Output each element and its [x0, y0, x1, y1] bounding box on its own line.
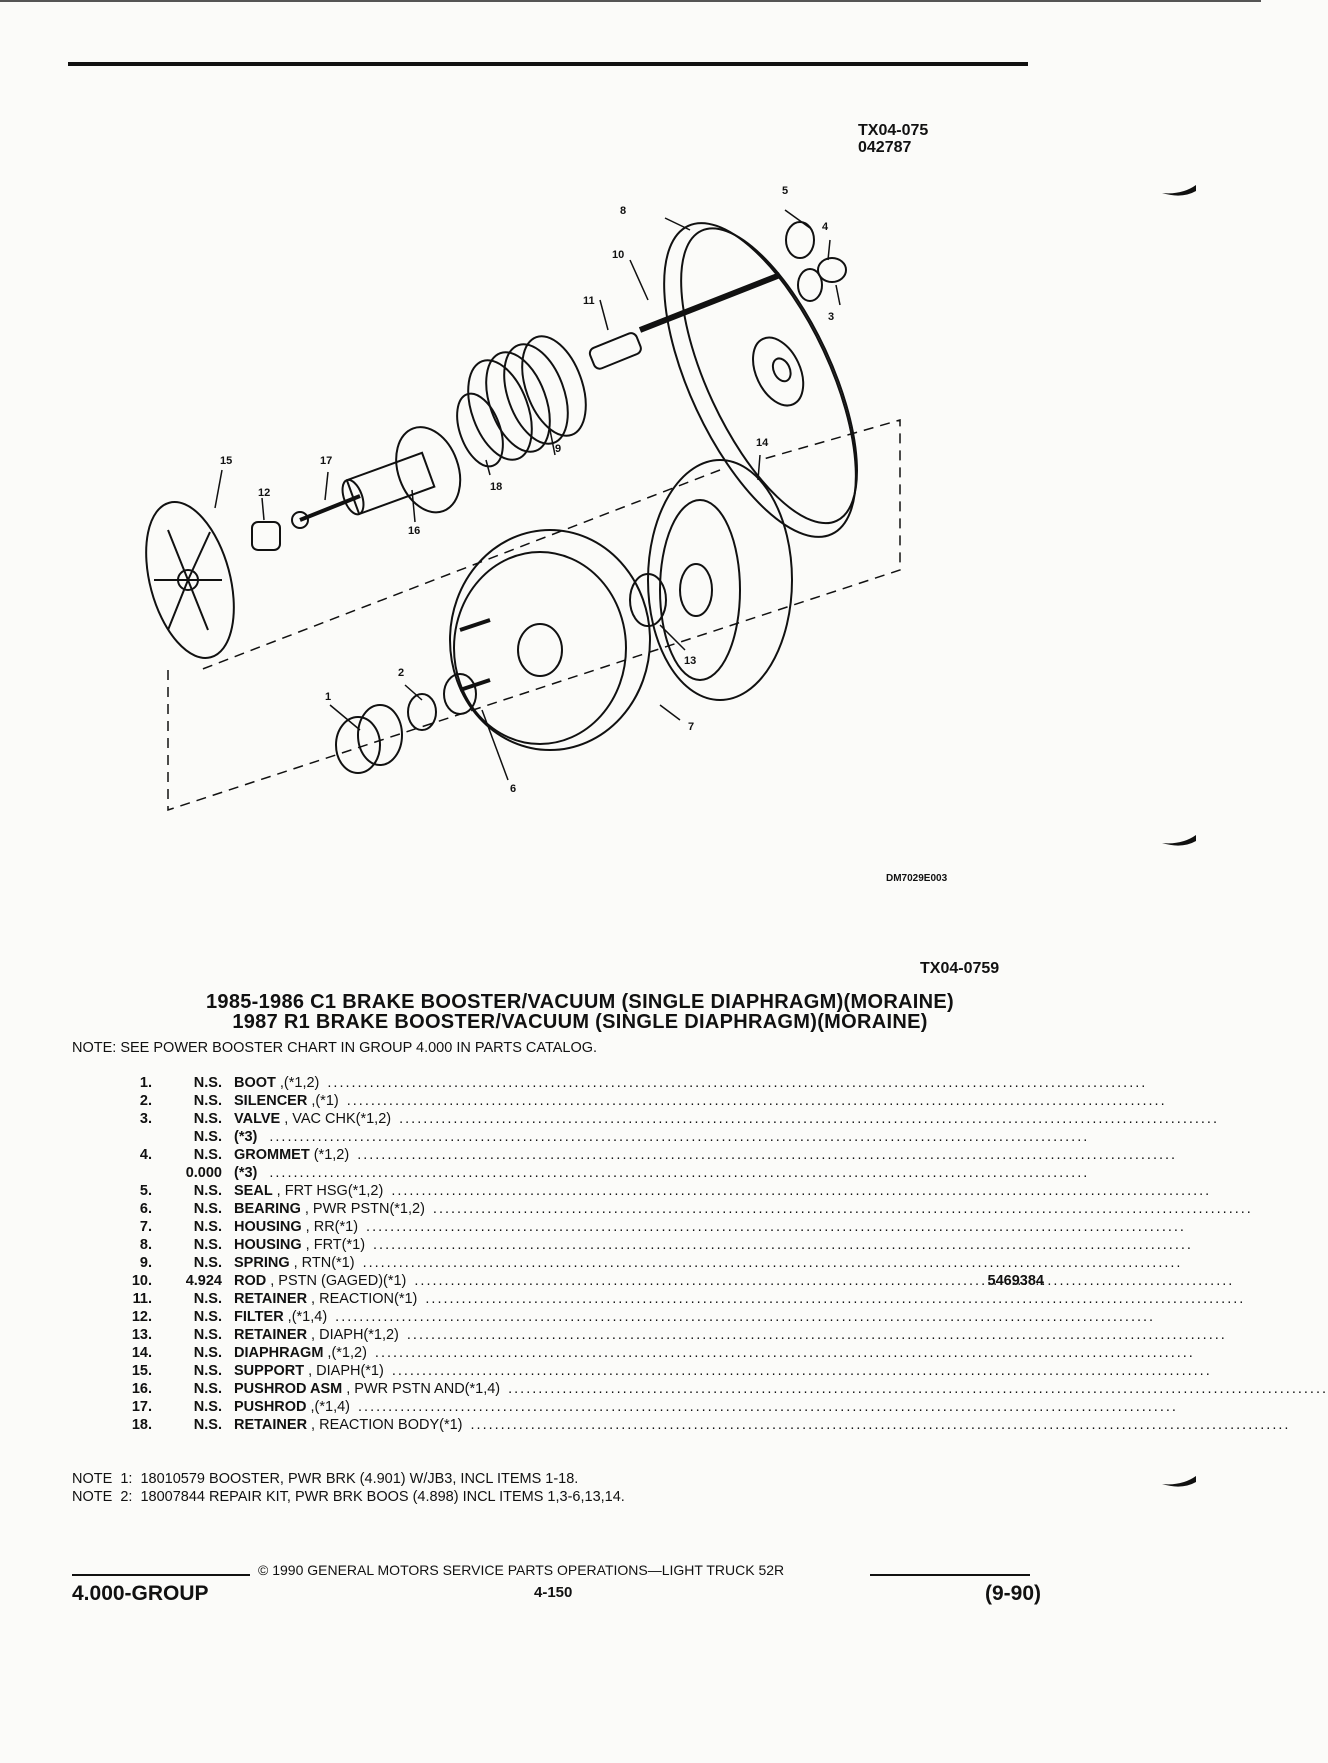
parts-row — [120, 1147, 1070, 1165]
item-detail: , VAC CHK(*1,2) — [284, 1111, 392, 1127]
page-number: 4-150 — [534, 1584, 573, 1601]
pushrod-assembly-part — [330, 418, 472, 541]
footnotes — [72, 1470, 625, 1506]
parts-row — [120, 1309, 1070, 1327]
item-number: 2. — [139, 1093, 152, 1109]
leader-dots — [399, 1111, 1219, 1127]
item-quantity: N.S. — [193, 1399, 222, 1415]
item-description — [234, 1147, 934, 1163]
item-detail: , PWR PSTN(*1,2) — [304, 1201, 425, 1217]
item-quantity: N.S. — [193, 1237, 222, 1253]
item-detail: , RR(*1) — [305, 1219, 359, 1235]
svg-text:18: 18 — [490, 481, 503, 493]
item-detail: , RTN(*1) — [293, 1255, 355, 1271]
item-quantity: N.S. — [193, 1309, 222, 1325]
item-quantity: N.S. — [193, 1129, 222, 1145]
leader-dots — [366, 1219, 1186, 1235]
svg-text:13: 13 — [684, 655, 697, 667]
item-quantity: N.S. — [193, 1183, 222, 1199]
item-number: 18. — [131, 1417, 152, 1433]
piston-rod-part — [640, 275, 780, 330]
leader-dots — [363, 1255, 1183, 1271]
item-number: 10. — [131, 1273, 152, 1289]
item-name: HOUSING — [234, 1219, 302, 1235]
item-quantity: 4.924 — [185, 1273, 222, 1289]
ref-code-2: 042787 — [858, 139, 912, 156]
item-name: BOOT — [234, 1075, 276, 1091]
item-quantity: N.S. — [193, 1417, 222, 1433]
reaction-retainer-part — [588, 331, 643, 370]
item-number: 9. — [139, 1255, 152, 1271]
drawing-code: DM7029E003 — [886, 873, 948, 884]
leader-dots — [407, 1327, 1227, 1343]
svg-text:9: 9 — [555, 443, 562, 455]
item-name: RETAINER — [234, 1327, 308, 1343]
item-number: 7. — [139, 1219, 152, 1235]
parts-row — [120, 1399, 1070, 1417]
item-quantity: N.S. — [193, 1363, 222, 1379]
leader-dots — [471, 1417, 1291, 1433]
item-number: 5. — [139, 1183, 152, 1199]
leader-dots — [508, 1381, 1328, 1397]
item-quantity: N.S. — [193, 1381, 222, 1397]
item-name: DIAPHRAGM — [234, 1345, 324, 1361]
ref-code-1: TX04-075 — [858, 122, 929, 139]
punch-hole-mark-1 — [1162, 185, 1196, 199]
parts-row — [120, 1255, 1070, 1273]
filter-part — [252, 522, 280, 550]
item-detail: , PSTN (GAGED)(*1) — [270, 1273, 407, 1289]
svg-text:14: 14 — [756, 437, 769, 449]
title-line-1: 1985-1986 C1 BRAKE BOOSTER/VACUUM (SINGLE DIAPHRAGM)(MORAINE) — [205, 991, 955, 1013]
diaphragm-support-part — [131, 492, 250, 667]
item-name: BEARING — [234, 1201, 301, 1217]
reaction-body-retainer-part — [448, 387, 512, 472]
check-valve-part — [818, 258, 846, 282]
footnote-2: NOTE 2: 18007844 REPAIR KIT, PWR BRK BOOS (4.898) INCL ITEMS 1,3-6,13,14. — [72, 1489, 625, 1505]
item-description — [234, 1111, 934, 1127]
item-quantity: N.S. — [193, 1327, 222, 1343]
revision-date: (9-90) — [985, 1582, 1042, 1605]
item-name: HOUSING — [234, 1237, 302, 1253]
leader-dots — [358, 1399, 1178, 1415]
copyright: © 1990 GENERAL MOTORS SERVICE PARTS OPERATIONS—LIGHT TRUCK 52R — [258, 1562, 785, 1578]
footer-rule-right — [870, 1574, 1030, 1576]
return-spring-part — [456, 328, 598, 469]
item-description — [234, 1327, 934, 1343]
svg-text:11: 11 — [583, 295, 595, 307]
svg-text:10: 10 — [612, 249, 625, 261]
item-description — [234, 1129, 934, 1145]
parts-row — [120, 1291, 1070, 1309]
svg-text:2: 2 — [398, 667, 405, 679]
item-name: RETAINER — [234, 1291, 308, 1307]
top-rule — [68, 62, 1028, 66]
item-number: 12. — [131, 1309, 152, 1325]
item-quantity: N.S. — [193, 1147, 222, 1163]
item-description — [234, 1309, 934, 1325]
scan-edge-line — [0, 0, 1261, 2]
item-quantity: N.S. — [193, 1201, 222, 1217]
parts-row — [120, 1273, 1070, 1291]
item-description — [234, 1201, 934, 1217]
leader-dots — [425, 1291, 1245, 1307]
item-name: VALVE — [234, 1111, 281, 1127]
item-detail: ,(*1,4) — [287, 1309, 328, 1325]
exploded-view-illustration — [160, 185, 980, 900]
item-number: 11. — [132, 1291, 152, 1307]
parts-row — [120, 1183, 1070, 1201]
item-quantity: 0.000 — [185, 1165, 222, 1181]
parts-row — [120, 1075, 1070, 1093]
pushrod-part — [300, 496, 360, 520]
catalog-title — [120, 992, 1040, 1032]
title-line-2: 1987 R1 BRAKE BOOSTER/VACUUM (SINGLE DIAPHRAGM)(MORAINE) — [232, 1011, 928, 1033]
item-quantity: N.S. — [193, 1345, 222, 1361]
parts-row — [120, 1165, 1070, 1183]
svg-text:15: 15 — [220, 455, 233, 467]
parts-row — [120, 1219, 1070, 1237]
leader-dots — [433, 1201, 1253, 1217]
svg-text:5: 5 — [782, 185, 789, 197]
item-name: SPRING — [234, 1255, 290, 1271]
item-number: 17. — [131, 1399, 152, 1415]
parts-row — [120, 1381, 1070, 1399]
footnote-1: NOTE 1: 18010579 BOOSTER, PWR BRK (4.901) W/JB3, INCL ITEMS 1-18. — [72, 1471, 579, 1487]
item-description — [234, 1399, 934, 1415]
item-quantity: N.S. — [193, 1291, 222, 1307]
part-number: 5469384 — [987, 1273, 1044, 1289]
item-number: 1. — [139, 1075, 152, 1091]
group-label: 4.000-GROUP — [72, 1582, 209, 1605]
parts-row — [120, 1327, 1070, 1345]
item-name: (*3) — [234, 1129, 258, 1145]
diaphragm-part — [648, 460, 792, 700]
item-description — [234, 1345, 934, 1361]
parts-list — [120, 1075, 1070, 1435]
item-description — [234, 1183, 934, 1199]
item-name: ROD — [234, 1273, 267, 1289]
parts-row — [120, 1237, 1070, 1255]
item-quantity: N.S. — [193, 1219, 222, 1235]
svg-text:16: 16 — [408, 525, 421, 537]
item-name: SUPPORT — [234, 1363, 305, 1379]
item-name: (*3) — [234, 1165, 258, 1181]
item-quantity: N.S. — [193, 1075, 222, 1091]
item-description — [234, 1237, 934, 1253]
item-name: PUSHROD — [234, 1399, 307, 1415]
item-detail: ,(*1,2) — [327, 1345, 367, 1361]
leader-dots — [347, 1093, 1167, 1109]
svg-text:4: 4 — [822, 221, 829, 233]
svg-text:17: 17 — [320, 455, 333, 467]
catalog-note: NOTE: SEE POWER BOOSTER CHART IN GROUP 4.000 IN PARTS CATALOG. — [72, 1040, 598, 1056]
item-description — [234, 1093, 934, 1109]
item-name: FILTER — [234, 1309, 284, 1325]
item-detail: (*1,2) — [313, 1147, 350, 1163]
boot-part — [336, 705, 402, 773]
leader-dots — [392, 1363, 1212, 1379]
leader-dots — [414, 1273, 1234, 1289]
item-number: 14. — [131, 1345, 152, 1361]
item-name: RETAINER — [234, 1417, 308, 1433]
item-detail: , FRT(*1) — [305, 1237, 366, 1253]
svg-text:1: 1 — [325, 691, 332, 703]
item-description — [234, 1363, 934, 1379]
item-description — [234, 1273, 934, 1289]
parts-row — [120, 1093, 1070, 1111]
item-number: 8. — [139, 1237, 152, 1253]
figure-number: TX04-0759 — [920, 960, 1000, 977]
item-description — [234, 1291, 934, 1307]
item-quantity: N.S. — [193, 1093, 222, 1109]
parts-row — [120, 1417, 1070, 1435]
item-number: 13. — [131, 1327, 152, 1343]
reference-codes — [858, 122, 928, 156]
item-detail: , REACTION BODY(*1) — [311, 1417, 463, 1433]
item-description — [234, 1075, 934, 1091]
leader-dots — [375, 1345, 1195, 1361]
footer-rule-left — [72, 1574, 250, 1576]
item-detail: ,(*1,2) — [279, 1075, 320, 1091]
leader-dots — [391, 1183, 1211, 1199]
item-detail: , REACTION(*1) — [311, 1291, 418, 1307]
parts-row — [120, 1363, 1070, 1381]
item-quantity: N.S. — [193, 1255, 222, 1271]
leader-dots — [327, 1075, 1147, 1091]
parts-row — [120, 1345, 1070, 1363]
item-detail: , DIAPH(*1) — [308, 1363, 384, 1379]
parts-row — [120, 1129, 1070, 1147]
assembly-dash-lines — [168, 420, 900, 810]
item-detail: , PWR PSTN AND(*1,4) — [346, 1381, 501, 1397]
leader-dots — [373, 1237, 1193, 1253]
item-description — [234, 1165, 934, 1181]
item-detail: ,(*1) — [311, 1093, 339, 1109]
item-name: GROMMET — [234, 1147, 310, 1163]
item-detail: , DIAPH(*1,2) — [311, 1327, 399, 1343]
leader-dots — [269, 1129, 1089, 1145]
svg-text:12: 12 — [258, 487, 271, 499]
item-number: 6. — [139, 1201, 152, 1217]
svg-text:7: 7 — [688, 721, 695, 733]
item-name: PUSHROD ASM — [234, 1381, 343, 1397]
leader-dots — [357, 1147, 1177, 1163]
item-detail: , FRT HSG(*1,2) — [276, 1183, 384, 1199]
item-name: SEAL — [234, 1183, 273, 1199]
item-number: 4. — [139, 1147, 152, 1163]
item-detail: ,(*1,4) — [310, 1399, 351, 1415]
callout-leaders — [215, 210, 840, 780]
item-description — [234, 1219, 934, 1235]
punch-hole-mark-3 — [1162, 1476, 1196, 1490]
svg-text:8: 8 — [620, 205, 627, 217]
item-number: 3. — [139, 1111, 152, 1127]
leader-dots — [269, 1165, 1089, 1181]
item-quantity: N.S. — [193, 1111, 222, 1127]
item-description — [234, 1255, 934, 1271]
item-description — [234, 1417, 934, 1433]
svg-text:3: 3 — [828, 311, 835, 323]
item-number: 16. — [131, 1381, 152, 1397]
parts-row — [120, 1111, 1070, 1129]
callout-numbers — [220, 185, 834, 795]
item-description — [234, 1381, 934, 1397]
leader-dots — [335, 1309, 1155, 1325]
item-number: 15. — [131, 1363, 152, 1379]
svg-text:6: 6 — [510, 783, 517, 795]
item-name: SILENCER — [234, 1093, 308, 1109]
front-housing-part — [625, 195, 897, 563]
punch-hole-mark-2 — [1162, 835, 1196, 849]
parts-row — [120, 1201, 1070, 1219]
piston-bearing-part — [444, 674, 476, 714]
